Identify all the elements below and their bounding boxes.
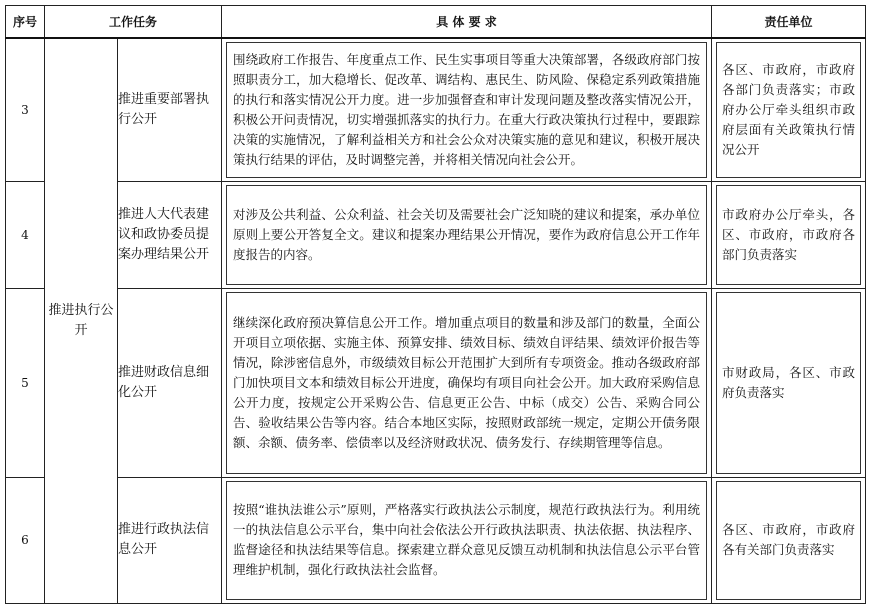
requirement-text: 继续深化政府预决算信息公开工作。增加重点项目的数量和涉及部门的数量，全面公开项目立项依据、实施主体、预算安排、绩效目标、绩效自评结果、绩效评价报告等情况，除涉密信息外，市级绩效目标公开范围扩大到所有专项资金。推动各级政府部门加快项目文本和绩效目标公开进度，确保均有项目向社会公开。加大政府采购信息公开力度，按规定公开采购公告、信息更正公告、中标（成交）公告、采购合同公告、验收结果公告等内容。结合本地区实际，按照财政部统一规定，定期公开债务限额、余额、债务率、偿债率以及经济财政状况、债务发行、存续期管理等信息。: [233, 314, 701, 450]
responsible-cell: [712, 181, 866, 288]
row-number: 5: [6, 288, 45, 477]
responsible-cell: [712, 38, 866, 181]
header-responsible: 责任单位: [712, 6, 866, 39]
header-task: 工作任务: [45, 6, 222, 39]
row-number: 6: [6, 477, 45, 603]
requirement-cell: [222, 477, 712, 603]
requirement-text: 对涉及公共利益、公众利益、社会关切及需要社会广泛知晓的建议和提案，承办单位原则上要公开答复全文。建议和提案办理结果公开情况，要作为政府信息公开工作年度报告的内容。: [233, 206, 701, 262]
table-row: [6, 181, 866, 288]
responsible-text: 市政府办公厅牵头，各区、市政府，市政府各部门负责落实: [722, 206, 856, 262]
header-seq: 序号: [6, 6, 45, 39]
header-requirement: 具 体 要 求: [222, 6, 712, 39]
requirement-cell: [222, 181, 712, 288]
requirement-text: 按照“谁执法谁公示”原则，严格落实行政执法公示制度，规范行政执法行为。利用统一的执法信息公示平台，集中向社会依法公开行政执法职责、执法依据、执法程序、监督途径和执法结果等信息。探索建立群众意见反馈互动机制和执法信息公示平台管理维护机制，强化行政执法社会监督。: [233, 502, 701, 577]
task-name: 推进财政信息细化公开: [118, 288, 222, 477]
responsible-cell: [712, 288, 866, 477]
responsible-text: 市财政局，各区、市政府负责落实: [722, 364, 856, 400]
responsible-text: 各区、市政府，市政府各部门负责落实；市政府办公厅牵头组织市政府层面有关政策执行情况公开: [722, 61, 856, 157]
requirement-cell: [222, 38, 712, 181]
table-row: [6, 288, 866, 477]
task-category: 推进执行公开: [45, 38, 118, 603]
task-table: [5, 5, 866, 604]
table-row: [6, 477, 866, 603]
task-name: 推进重要部署执行公开: [118, 38, 222, 181]
task-name: 推进人大代表建议和政协委员提案办理结果公开: [118, 181, 222, 288]
responsible-cell: [712, 477, 866, 603]
task-name: 推进行政执法信息公开: [118, 477, 222, 603]
row-number: 3: [6, 38, 45, 181]
responsible-text: 各区、市政府，市政府各有关部门负责落实: [722, 522, 856, 557]
requirement-text: 围绕政府工作报告、年度重点工作、民生实事项目等重大决策部署，各级政府部门按照职责分工，加大稳增长、促改革、调结构、惠民生、防风险、保稳定系列政策措施的执行和落实情况公开力度。进一步加强督查和审计发现问题及整改落实情况公开，积极公开问责情况，切实增强抓落实的执行力。在重大行政决策执行过程中，要跟踪决策的实施情况，了解利益相关方和社会公众对决策实施的意见和建议，积极开展决策执行结果的评估，及时调整完善，并将相关情况向社会公开。: [233, 51, 701, 167]
header-row: [6, 6, 866, 39]
table-row: [6, 38, 866, 181]
row-number: 4: [6, 181, 45, 288]
requirement-cell: [222, 288, 712, 477]
